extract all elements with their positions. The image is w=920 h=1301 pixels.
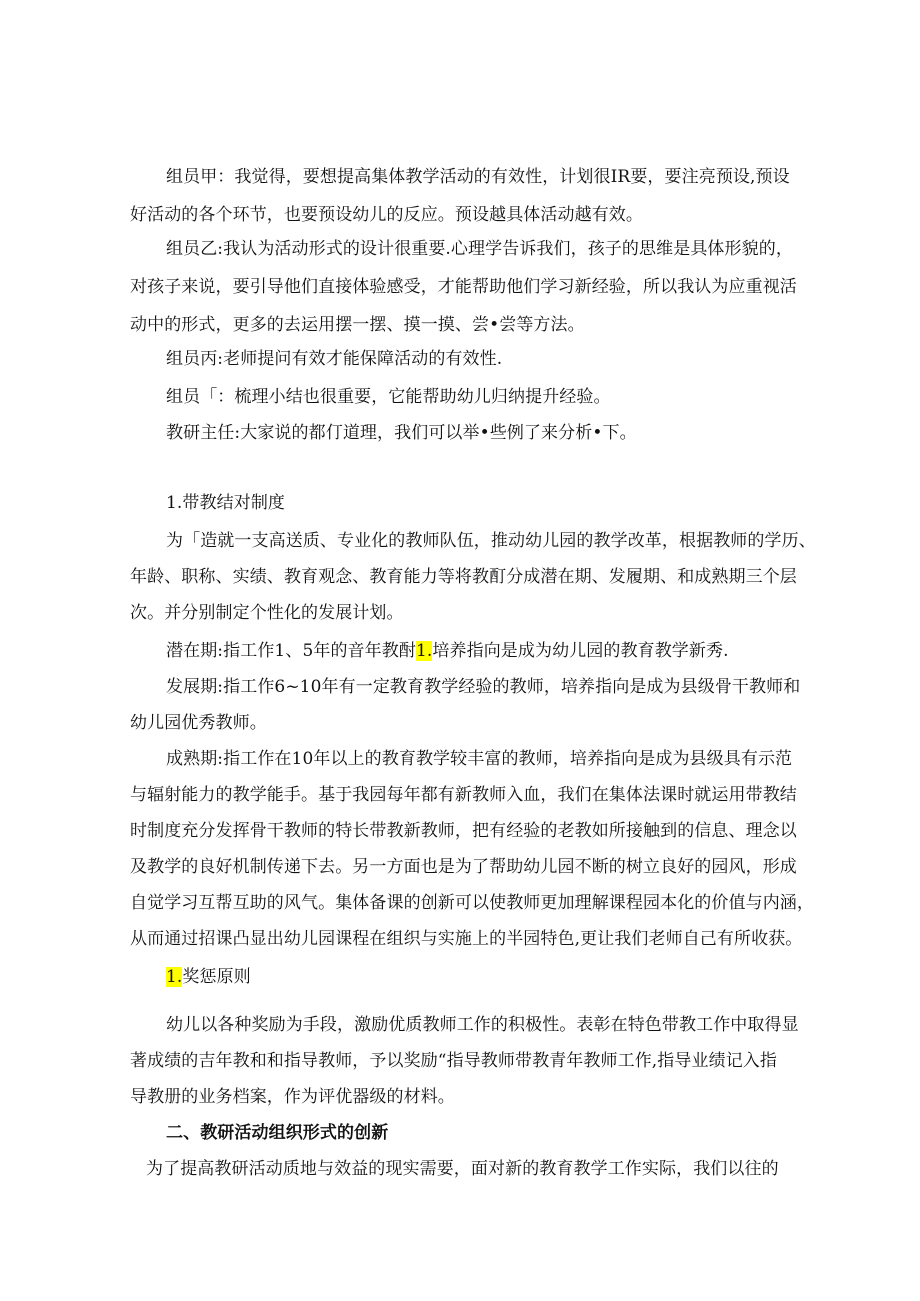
paragraph-line: 年龄、职称、实绩、教育观念、教育能力等将教酊分成潜在期、发履期、和成熟期三个层 [130, 567, 797, 587]
paragraph-line: 从而通过招课凸显出幼儿园课程在组织与实施上的半园特色,更让我们老师自己有所收获。 [130, 929, 803, 949]
paragraph-line: 幼儿园优秀教师。 [130, 713, 267, 733]
text-run: 奖惩原则 [182, 967, 251, 987]
section-heading [166, 966, 251, 988]
paragraph-line: 导教册的业务档案，作为评优器级的材料。 [130, 1087, 455, 1107]
paragraph-line: 次。并分别制定个性化的发展计划。 [130, 603, 404, 623]
paragraph-line: 及教学的良好机制传递下去。另一方面也是为了帮助幼儿园不断的树立良好的园风，形成 [130, 857, 797, 877]
paragraph-line: 组员「：梳理小结也很重要，它能帮助幼儿归纳提升经验。 [166, 387, 611, 407]
paragraph-line: 时制度充分发挥骨干教师的特长带教新教师，把有经验的老教如所接触到的信息、理念以 [130, 821, 797, 841]
paragraph-line: 组员乙:我认为活动形式的设计很重要.心理学告诉我们，孩子的思维是具体形貌的， [166, 239, 793, 259]
paragraph-line: 发展期:指工作6~10年有一定教育教学经验的教师，培养指向是成为县级骨干教师和 [166, 677, 801, 697]
paragraph-line: 著成绩的吉年教和和指导教师，予以奖励“指导教师带教青年教师工作,指导业绩记入指 [130, 1051, 777, 1071]
paragraph-line [166, 640, 729, 662]
chapter-heading: 二、教研活动组织形式的创新 [166, 1123, 389, 1143]
paragraph-line: 幼儿以各种奖励为手段，激励优质教师工作的积极性。表彰在特色带教工作中取得显 [166, 1015, 799, 1035]
paragraph-line: 为了提高教研活动质地与效益的现实需要，面对新的教育教学工作实际，我们以往的 [146, 1159, 779, 1179]
paragraph-line: 自觉学习互帮互助的风气。集体备课的创新可以使教师更加理解课程园本化的价值与内涵， [130, 893, 814, 913]
paragraph-line: 成熟期:指工作在10年以上的教育教学较丰富的教师，培养指向是成为县级具有示范 [166, 749, 793, 769]
paragraph-line: 组员甲：我觉得，要想提高集体教学活动的有效性，计划很IR要，要注亮预设,预设 [166, 167, 790, 187]
highlighted-text: 1. [166, 967, 183, 987]
paragraph-line: 组员丙:老师提问有效才能保障活动的有效性. [166, 349, 503, 369]
text-run: 培养指向是成为幼儿园的教育教学新秀. [432, 641, 729, 661]
paragraph-line: 教研主任:大家说的都仃道理，我们可以举•些例了来分析•下。 [166, 423, 637, 443]
paragraph-line: 对孩子来说，要引导他们直接体验感受，才能帮助他们学习新经验，所以我认为应重视活 [130, 277, 797, 297]
paragraph-line: 好活动的各个环节，也要预设幼儿的反应。预设越具体活动越有效。 [130, 205, 643, 225]
paragraph-line: 为「造就一支高送质、专业化的教师队伍，推动幼儿园的教学改革，根据教师的学历、 [166, 531, 816, 551]
section-heading: 1.带教结对制度 [166, 493, 286, 513]
highlighted-text: 1. [415, 641, 433, 661]
text-run: 潜在期:指工作1、5年的音年教酎 [166, 641, 416, 661]
paragraph-line: 与辐射能力的教学能手。基于我园每年都有新教师入血，我们在集体法课时就运用带教结 [130, 785, 797, 805]
paragraph-line: 动中的形式，更多的去运用摆一摆、摸一摸、尝•尝等方法。 [130, 315, 585, 335]
